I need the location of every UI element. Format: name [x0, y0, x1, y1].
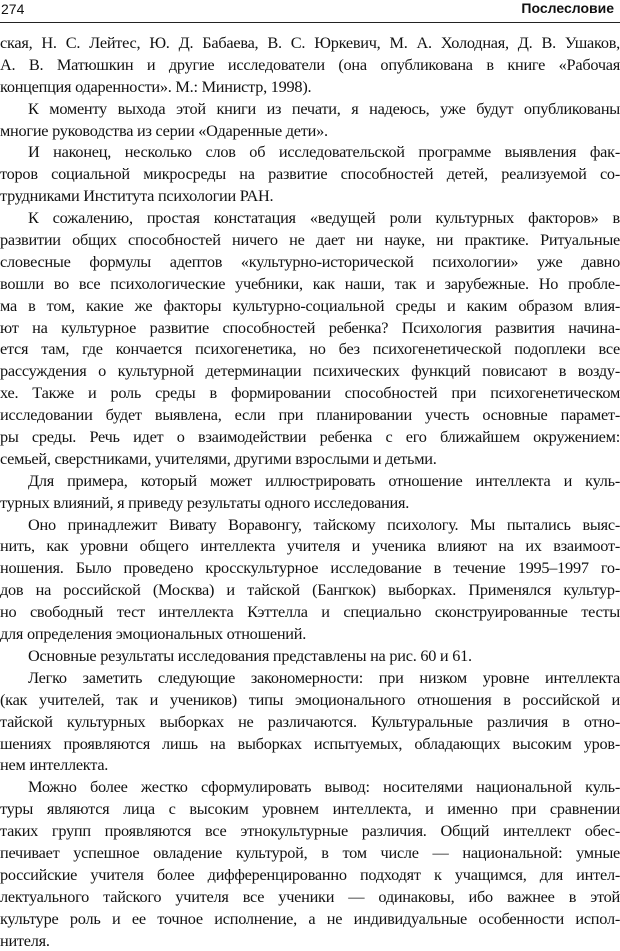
text-line: ют на культурное развитие способностей ребенка? Психология развития начина-: [0, 317, 620, 337]
paragraph: [0, 667, 620, 776]
text-line: И наконец, несколько слов об исследовательской программе выявления фак-: [28, 142, 620, 162]
text-line: К сожалению, простая констатация «ведущей роли культурных факторов» в: [28, 208, 620, 228]
text-line: туры являются лица с высоким уровнем интеллекта, и именно при сравнении: [0, 799, 620, 819]
text-line: ется там, где кончается психогенетика, но без психогенетической подоплеки все: [0, 339, 620, 359]
text-line: ская, Н. С. Лейтес, Ю. Д. Бабаева, В. С. Юркевич, М. А. Холодная, Д. В. Ушаков,: [0, 33, 620, 52]
text-line: российские учителя более дифференцированно подходят к учащимся, для интел-: [0, 864, 620, 884]
text-line: таких групп проявляются все этнокультурные различия. Общий интеллект обес-: [0, 821, 620, 841]
page-header: [0, 0, 620, 23]
text-line: концепция одаренности». М.: Министр, 1998).: [0, 76, 312, 96]
text-line: нителя.: [0, 930, 50, 950]
text-line: для определения эмоциональных отношений.: [0, 624, 307, 644]
paragraph: [0, 514, 620, 645]
running-title: Послесловие: [521, 0, 614, 16]
text-line: нить, как уровни общего интеллекта учителя и ученика влияют на их взаимоот-: [0, 536, 620, 556]
text-line: многие руководства из серии «Одаренные дети».: [0, 120, 328, 140]
text-line: дов на российской (Москва) и тайской (Бангкок) выборках. Применялся культур-: [0, 580, 620, 600]
text-line: рассуждения о культурной детерминации психических функций повисают в возду-: [0, 361, 620, 381]
text-line: (как учителей, так и учеников) типы эмоционального отношения в российской и: [0, 689, 620, 709]
text-line: Оно принадлежит Вивату Воравонгу, тайскому психологу. Мы пытались выяс-: [28, 514, 620, 534]
text-line: трудниками Института психологии РАН.: [0, 186, 274, 206]
paragraph: [0, 207, 620, 470]
text-line: шениях проявляются лишь на выборках испытуемых, обладающих высоким уров-: [0, 733, 620, 753]
paragraph: [0, 470, 620, 514]
paragraph: [0, 98, 620, 142]
text-line: ма в том, какие же факторы культурно-социальной среды и каким образом влия-: [0, 295, 620, 315]
text-line: развитии общих способностей ничего не дает ни науке, ни практике. Ритуальные: [0, 230, 620, 250]
page-body: [0, 32, 620, 951]
text-line: лектуального тайского учителя все ученики — одинаковы, ибо важнее в этой: [0, 886, 620, 906]
text-line: печивает успешное овладение культурой, в том числе — национальной: умные: [0, 842, 620, 862]
text-line: словесные формулы адептов «культурно-исторической психологии» уже давно: [0, 251, 620, 271]
paragraph: [0, 645, 620, 667]
text-line: А. В. Матюшкин и другие исследователи (она опубликована в книге «Рабочая: [0, 54, 620, 74]
text-line: турных влияний, я приведу результаты одного исследования.: [0, 492, 410, 512]
text-line: семьей, сверстниками, учителями, другими взрослыми и детьми.: [0, 448, 437, 468]
paragraph: [0, 776, 620, 951]
text-line: нем интеллекта.: [0, 755, 109, 775]
text-line: торов социальной микросреды на развитие способностей детей, реализуемой со-: [0, 164, 620, 184]
text-line: хе. Также и роль среды в формировании способностей при психогенетическом: [0, 383, 620, 403]
text-line: Легко заметить следующие закономерности: при низком уровне интеллекта: [28, 667, 620, 687]
text-line: Основные результаты исследования представлены на рис. 60 и 61.: [28, 645, 472, 665]
page-number: 274: [1, 1, 25, 17]
paragraph: [0, 141, 620, 207]
text-line: исследовании будет выявлена, если при планировании учесть основные парамет-: [0, 405, 620, 425]
text-line: но свободный тест интеллекта Кэттелла и специально сконструированные тесты: [0, 602, 620, 622]
text-line: ры среды. Речь идет о взаимодействии ребенка с его ближайшем окружением:: [0, 427, 620, 447]
text-line: Можно более жестко сформулировать вывод: носителями национальной куль-: [28, 777, 620, 797]
text-line: Для примера, который может иллюстрировать отношение интеллекта и куль-: [28, 470, 620, 490]
text-line: тайской культурных выборках не различаются. Культуральные различия в отно-: [0, 711, 620, 731]
text-line: К моменту выхода этой книги из печати, я надеюсь, уже будут опубликованы: [28, 98, 620, 118]
text-line: культуре роль и ее точное исполнение, а не индивидуальные особенности испол-: [0, 908, 620, 928]
paragraph: [0, 32, 620, 98]
text-line: вошли во все психологические учебники, как наши, так и зарубежные. Но пробле-: [0, 273, 620, 293]
text-line: ношения. Было проведено кросскультурное исследование в течение 1995–1997 го-: [0, 558, 620, 578]
